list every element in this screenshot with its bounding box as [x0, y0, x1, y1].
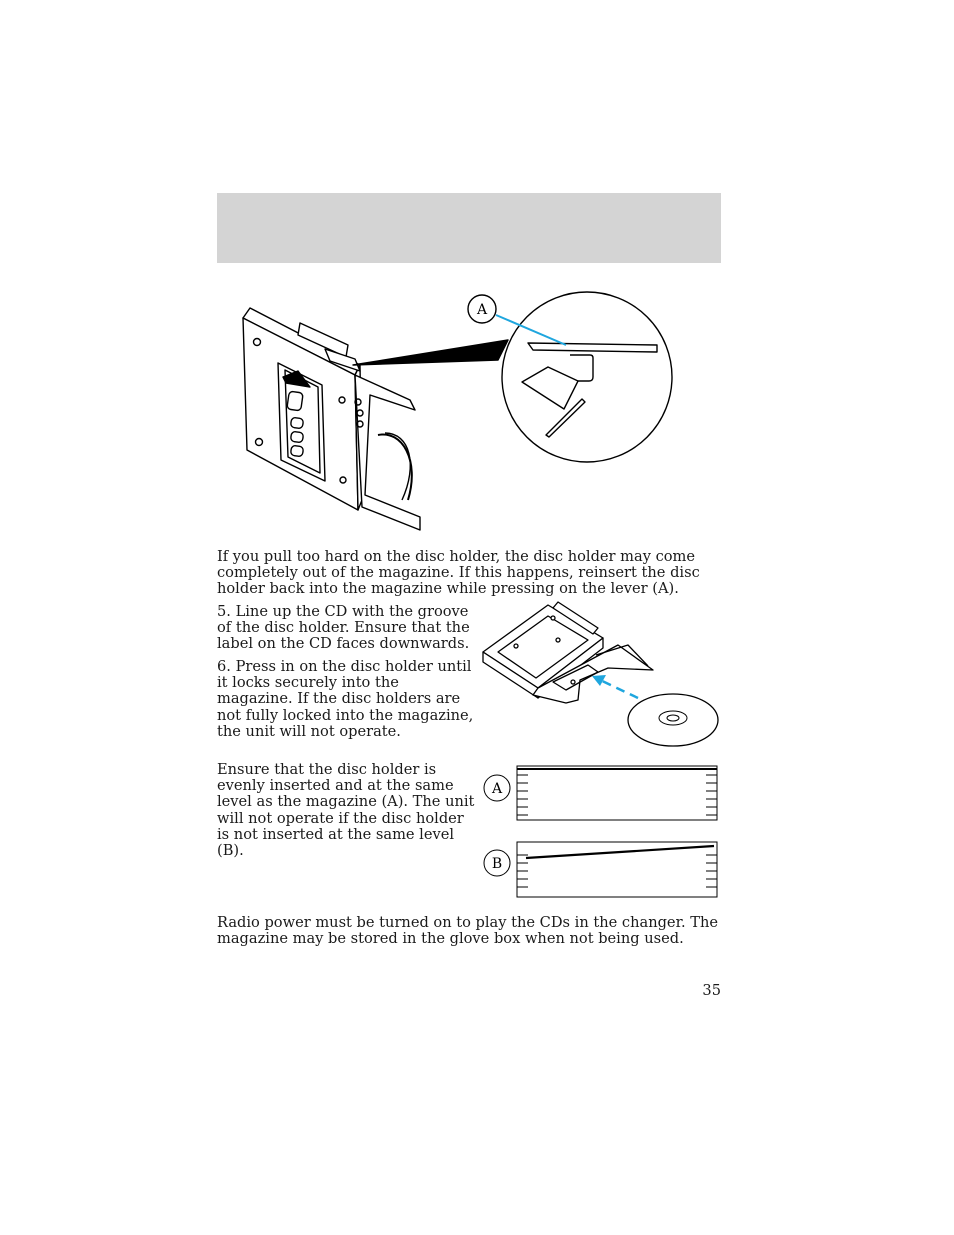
magazine-lever-figure: [230, 285, 690, 540]
step-6-paragraph: 6. Press in on the disc holder until it locks securely into the magazine. If the disc holders are not fully locked into the magazine, the unit will not operate.: [217, 658, 474, 740]
level-label-b: B: [491, 856, 503, 872]
level-b-panel: [517, 842, 717, 897]
level-comparison-figure: [480, 760, 725, 905]
level-label-a: A: [491, 781, 503, 797]
cd-insert-figure: [478, 600, 723, 750]
cd-disc: [628, 694, 718, 746]
callout-label-a: A: [476, 302, 488, 318]
pull-warning-paragraph: If you pull too hard on the disc holder, the disc holder may come completely out of the magazine. If this happens, reinsert the disc holder back into the magazine while pressing on the lever (A).: [217, 548, 700, 598]
level-a-panel: [517, 766, 717, 820]
insert-direction-arrow: [600, 680, 638, 698]
step-5-paragraph: 5. Line up the CD with the groove of the disc holder. Ensure that the label on the CD faces downwards.: [217, 603, 470, 653]
page-number: 35: [702, 982, 721, 999]
power-note-paragraph: Radio power must be turned on to play the CDs in the changer. The magazine may be stored in the glove box when not being used.: [217, 914, 718, 948]
section-header-band: [217, 193, 721, 263]
level-note-paragraph: Ensure that the disc holder is evenly inserted and at the same level as the magazine (A). The unit will not operate if the disc holder is not inserted at the same level (B).: [217, 761, 475, 860]
